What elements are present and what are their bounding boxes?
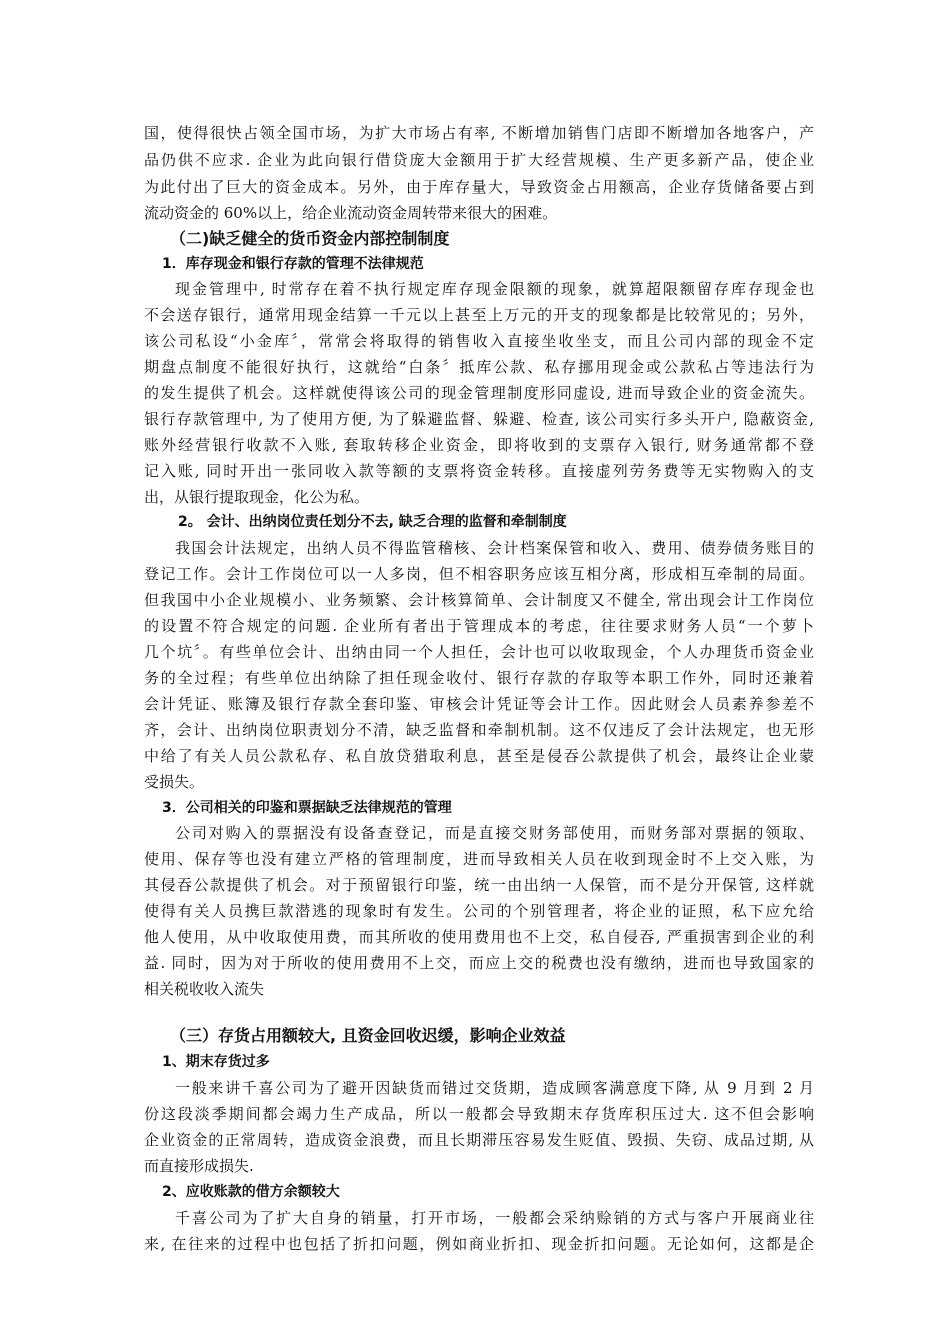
paragraph-line: 相关税收收入流失: [144, 980, 265, 998]
section-heading: （二)缺乏健全的货币资金内部控制制度: [170, 229, 450, 248]
subsection-heading: 1、期末存货过多: [162, 1054, 270, 1070]
subsection-heading: 1．库存现金和银行存款的管理不法律规范: [162, 256, 424, 272]
paragraph-line: 流动资金的 60%以上，给企业流动资金周转带来很大的困难。: [144, 204, 558, 222]
section-heading: （三）存货占用额较大, 且资金回收迟缓，影响企业效益: [170, 1026, 566, 1045]
paragraph-line: 出，从银行提取现金，化公为私。: [144, 488, 370, 506]
paragraph-line: 企业资金的正常周转，造成资金浪费，而且长期滞压容易发生贬值、毁损、失窃、成品过期, 从: [144, 1131, 814, 1149]
paragraph-line: 其侵吞公款提供了机会。对于预留银行印鉴，统一由出纳一人保管，而不是分开保管, 这样就: [144, 876, 814, 894]
paragraph-line: 一般来讲千喜公司为了避开因缺货而错过交货期，造成顾客满意度下降, 从 9 月到 2 月: [175, 1079, 814, 1097]
paragraph-line: 而直接形成损失.: [144, 1157, 254, 1175]
paragraph-line: 千喜公司为了扩大自身的销量，打开市场，一般都会采纳赊销的方式与客户开展商业往: [175, 1209, 814, 1227]
paragraph-line: 来, 在往来的过程中也包括了折扣问题，例如商业折扣、现金折扣问题。无论如何，这都是企: [144, 1235, 814, 1253]
paragraph-line: 中给了有关人员公款私存、私自放贷猎取利息，甚至是侵吞公款提供了机会，最终让企业蒙: [144, 747, 814, 765]
paragraph-line: 的设置不符合规定的问题. 企业所有者出于管理成本的考虑，往往要求财务人员“一个萝卜: [144, 617, 814, 635]
paragraph-line: 公司对购入的票据没有设备查登记，而是直接交财务部使用，而财务部对票据的领取、: [175, 824, 814, 842]
paragraph-line: 但我国中小企业规模小、业务频繁、会计核算简单、会计制度又不健全, 常出现会计工作岗位: [144, 591, 814, 609]
paragraph-line: 不会送存银行，通常用现金结算一千元以上甚至上万元的开支的现象都是比较常见的；另外，: [144, 306, 814, 324]
paragraph-line: 账外经营银行收款不入账, 套取转移企业资金，即将收到的支票存入银行, 财务通常都不登: [144, 436, 814, 454]
paragraph-line: 他人使用，从中收取使用费，而其所收的使用费用也不上交，私自侵吞, 严重损害到企业的利: [144, 928, 814, 946]
paragraph-line: 银行存款管理中, 为了使用方便, 为了躲避监督、躲避、检查, 该公司实行多头开户, 隐蔽资金,: [144, 410, 814, 428]
paragraph-line: 记入账, 同时开出一张同收入款等额的支票将资金转移。直接虚列劳务费等无实物购入的支: [144, 462, 814, 480]
subsection-heading: 3．公司相关的印鉴和票据缺乏法律规范的管理: [162, 800, 452, 816]
paragraph-line: 使得有关人员携巨款潜逃的现象时有发生。公司的个别管理者，将企业的证照，私下应允给: [144, 902, 814, 920]
paragraph-line: 使用、保存等也没有建立严格的管理制度，进而导致相关人员在收到现金时不上交入账，为: [144, 850, 814, 868]
paragraph-line: 的发生提供了机会。这样就使得该公司的现金管理制度形同虚设, 进而导致企业的资金流失。: [144, 384, 814, 402]
subsection-heading: 2、应收账款的借方余额较大: [162, 1184, 340, 1200]
paragraph-line: 受损失。: [144, 773, 205, 791]
paragraph-line: 几个坑〞。有些单位会计、出纳由同一个人担任，会计也可以收取现金，个人办理货币资金业: [144, 643, 814, 661]
paragraph-line: 齐，会计、出纳岗位职责划分不清，缺乏监督和牵制机制。这不仅违反了会计法规定，也无形: [144, 721, 814, 739]
paragraph-line: 益. 同时，因为对于所收的使用费用不上交，而应上交的税费也没有缴纳，进而也导致国家的: [144, 954, 814, 972]
paragraph-line: 登记工作。会计工作岗位可以一人多岗，但不相容职务应该互相分离，形成相互牵制的局面。: [144, 565, 814, 583]
paragraph-line: 务的全过程；有些单位出纳除了担任现金收付、银行存款的存取等本职工作外，同时还兼着: [144, 669, 814, 687]
subsection-heading: 2。 会计、出纳岗位责任划分不去, 缺乏合理的监督和牵制制度: [178, 514, 567, 530]
paragraph-line: 国，使得很快占领全国市场，为扩大市场占有率, 不断增加销售门店即不断增加各地客户，产: [144, 124, 814, 142]
paragraph-line: 会计凭证、账簿及银行存款全套印鉴、审核会计凭证等会计工作。因此财会人员素养参差不: [144, 695, 814, 713]
paragraph-line: 为此付出了巨大的资金成本。另外，由于库存量大，导致资金占用额高，企业存货储备要占到: [144, 178, 814, 196]
paragraph-line: 期盘点制度不能很好执行，这就给“白条〞抵库公款、私存挪用现金或公款私占等违法行为: [144, 358, 814, 376]
paragraph-line: 份这段淡季期间都会竭力生产成品，所以一般都会导致期末存货库积压过大. 这不但会影响: [144, 1105, 814, 1123]
paragraph-line: 该公司私设“小金库〞，常常会将取得的销售收入直接坐收坐支，而且公司内部的现金不定: [144, 332, 814, 350]
paragraph-line: 我国会计法规定，出纳人员不得监管稽核、会计档案保管和收入、费用、债券债务账目的: [175, 539, 814, 557]
paragraph-line: 现金管理中, 时常存在着不执行规定库存现金限额的现象，就算超限额留存库存现金也: [175, 280, 814, 298]
paragraph-line: 品仍供不应求. 企业为此向银行借贷庞大金额用于扩大经营规模、生产更多新产品，使企业: [144, 151, 814, 169]
